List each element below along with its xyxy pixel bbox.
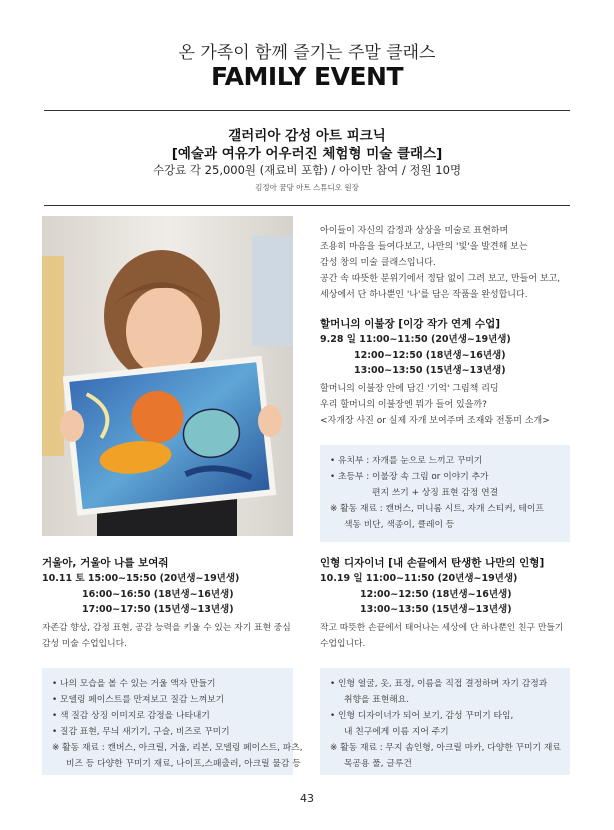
course-divider <box>44 205 570 206</box>
activity-box-doll-designer: • 인형 얼굴, 옷, 표정, 이름을 직접 결정하며 자기 감정과 취향을 표현해요. • 인형 디자이너가 되어 보기, 감성 꾸미기 타임, 내 친구에게 이름 지어 주기 ※ 활동 재료 : 무지 솜인형, 아크릴 마카, 다양한 꾸미기 재료 목공용 풀, 글루건 <box>320 668 570 775</box>
section-title-mirror: 거울아, 거울아 나를 보여줘 <box>42 557 169 569</box>
course-instructor: 김정아 꿈당 아트 스튜디오 원장 <box>255 183 359 192</box>
page-title: FAMILY EVENT <box>210 62 404 91</box>
top-divider <box>44 110 570 111</box>
course-title: 갤러리아 감성 아트 피크닉 <box>228 128 386 144</box>
schedule-blanket-closet: 9.28 일 11:00~11:50 (20년생~19년생) 12:00~12:50 (18년생~16년생) 13:00~13:50 (15년생~13년생) <box>320 334 511 376</box>
child-painting-photo <box>42 216 293 536</box>
course-fee: 수강료 각 25,000원 (재료비 포함) / 아이만 참여 / 정원 10명 <box>152 163 462 177</box>
section-title-doll-designer: 인형 디자이너 [내 손끝에서 탄생한 나만의 인형] <box>320 557 545 569</box>
schedule-doll-designer: 10.19 일 11:00~11:50 (20년생~19년생) 12:00~12:50 (18년생~16년생) 13:00~13:50 (15년생~13년생) <box>320 573 518 615</box>
page-number: 43 <box>300 792 314 805</box>
desc-mirror: 자존감 향상, 감정 표현, 공감 능력을 키울 수 있는 자기 표현 중심 감성 미술 수업입니다. <box>42 623 291 649</box>
activity-box-mirror: • 나의 모습을 볼 수 있는 거울 액자 만들기 • 모델링 페이스트를 만져보고 질감 느껴보기 • 색 질감 상징 이미지로 감정을 나타내기 • 질감 표현, 무늬 새기기, 구슬, 비즈로 꾸미기 ※ 활동 재료 : 캔버스, 아크릴, 거울, 리본, 모델링 페이스트, 파츠, 비즈 등 다양한 꾸미기 재료, 나이프,스패출러, 아크릴 물감 등 <box>42 668 293 775</box>
desc-blanket-closet: 할머니의 이불장 안에 담긴 '기억' 그림책 리딩 우리 할머니의 이불장엔 뭐가 들어 있을까? <자개장 사진 or 실제 자개 보여주며 조재와 전통미 소개> <box>320 384 550 426</box>
section-title-blanket-closet: 할머니의 이불장 [이강 작가 연계 수업] <box>320 318 501 330</box>
course-subtitle: [예술과 여유가 어우러진 체험형 미술 클래스] <box>171 146 443 162</box>
schedule-mirror: 10.11 토 15:00~15:50 (20년생~19년생) 16:00~16:50 (18년생~16년생) 17:00~17:50 (15년생~13년생) <box>42 573 240 615</box>
intro-text: 아이들이 자신의 감정과 상상을 미술로 표현하며 조용히 마음을 들여다보고, 나만의 '빛'을 발견해 보는 감성 창의 미술 클래스입니다. 공간 속 따뜻한 분위기에서 정답 없이 그려 보고, 만들어 보고, 세상에서 단 하나뿐인 '나'를 담은 작품을 완성합니다. <box>320 226 561 300</box>
page-subtitle: 온 가족이 함께 즐기는 주말 클래스 <box>178 43 436 63</box>
desc-doll-designer: 작고 따뜻한 손끝에서 태어나는 세상에 단 하나뿐인 친구 만들기 수업입니다. <box>320 623 564 649</box>
activity-box-blanket-closet: • 유치부 : 자개를 눈으로 느끼고 꾸미기 • 초등부 : 이불장 속 그림 or 이야기 추가 편지 쓰기 + 상징 표현 감정 연결 ※ 활동 재료 : 캔버스, 미니롬 시트, 자개 스티커, 테이프 색동 비단, 색종이, 클레이 등 <box>320 445 570 542</box>
